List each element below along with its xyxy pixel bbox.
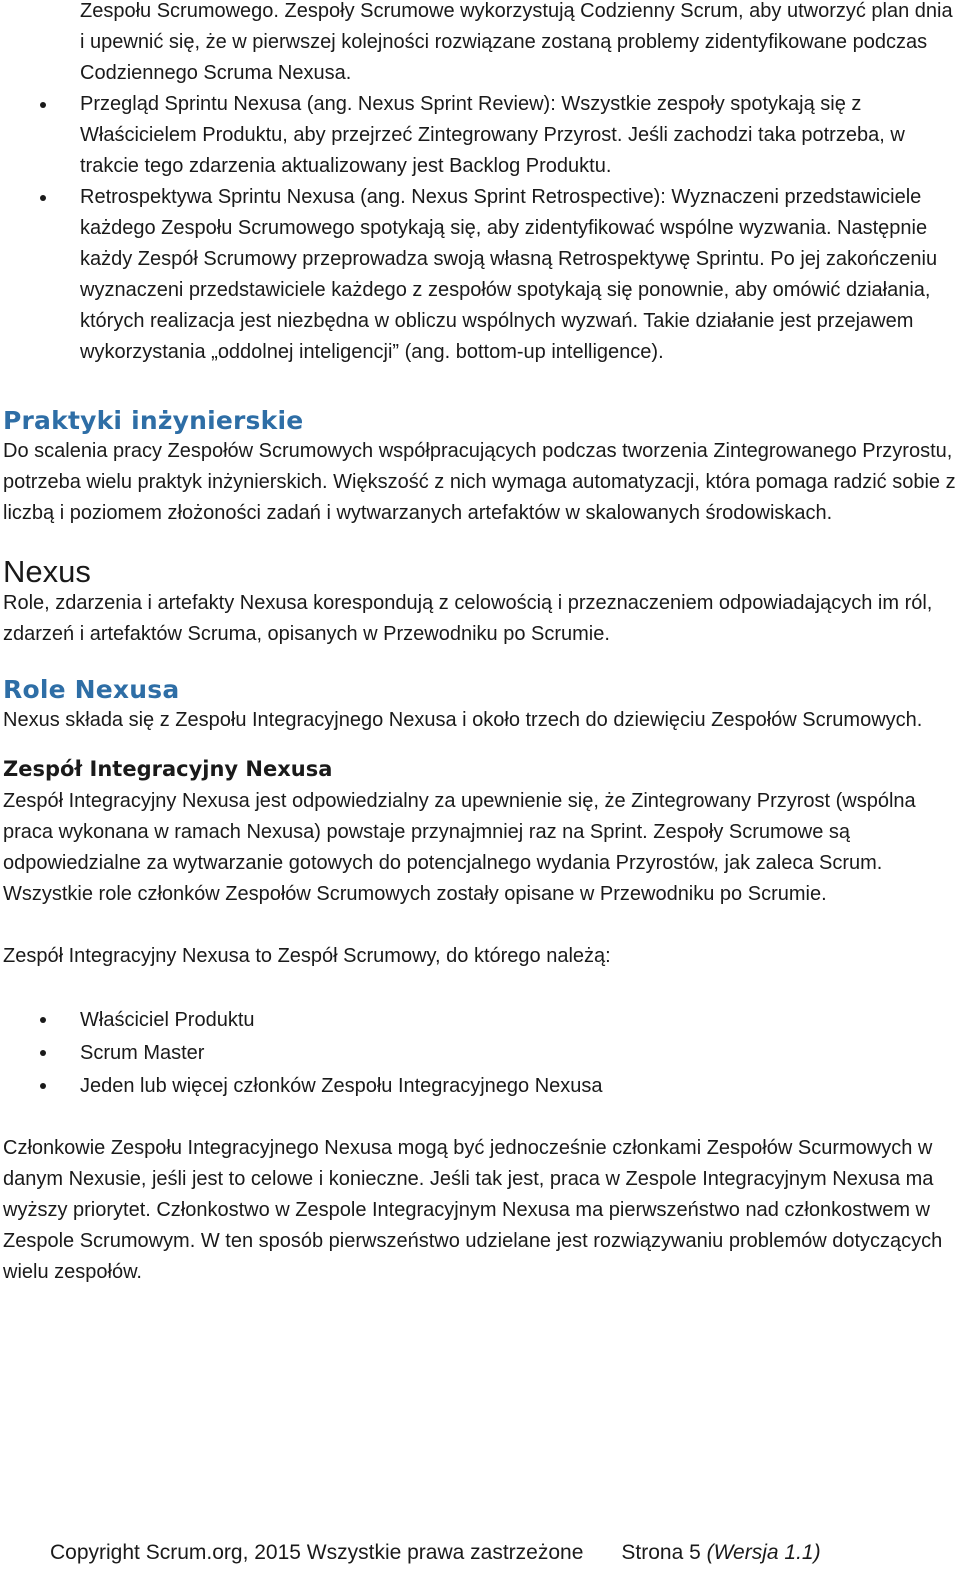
heading-nexus: Nexus — [3, 554, 91, 589]
heading-praktyki: Praktyki inżynierskie — [3, 406, 304, 435]
footer-copyright: Copyright Scrum.org, 2015 Wszystkie prawa zastrzeżone — [50, 1541, 584, 1564]
list-item: Właściciel Produktu — [3, 1004, 958, 1037]
paragraph-nexus: Role, zdarzenia i artefakty Nexusa korespondują z celowością i przeznaczeniem odpowiadających im ról, zdarzeń i artefaktów Scruma, opisanych w Przewodniku po Scrumie. — [3, 592, 933, 645]
paragraph-zespol-2: Zespół Integracyjny Nexusa to Zespół Scrumowy, do którego należą: — [3, 945, 611, 967]
heading-role: Role Nexusa — [3, 675, 180, 704]
paragraph-praktyki: Do scalenia pracy Zespołów Scrumowych współpracujących podczas tworzenia Zintegrowanego Przyrostu, potrzeba wielu praktyk inżynierskich. Większość z nich wymaga automatyzacji, która pomaga radzić sobie z liczbą i poziomem złożoności zadań i wytwarzanych artefaktów w skalowanych środowiskach. — [3, 440, 956, 524]
footer-version: (Wersja 1.1) — [706, 1541, 821, 1564]
heading-zespol: Zespół Integracyjny Nexusa — [3, 757, 333, 781]
paragraph-zespol-1: Zespół Integracyjny Nexusa jest odpowiedzialny za upewnienie się, że Zintegrowany Przyrost (wspólna praca wykonana w ramach Nexusa) powstaje przynajmniej raz na Sprint. Zespoły Scrumowe są odpowiedzialne za wytwarzanie gotowych do potencjalnego wydania Przyrostów, jak zaleca Scrum. Wszystkie role członków Zespołów Scrumowych zostały opisane w Przewodniku po Scrumie. — [3, 790, 916, 905]
list-item: Przegląd Sprintu Nexusa (ang. Nexus Sprint Review): Wszystkie zespoły spotykają się z Właścicielem Produktu, aby przejrzeć Zintegrowany Przyrost. Jeśli zachodzi taka potrzeba, w trakcie tego zdarzenia aktualizowany jest Backlog Produktu. — [3, 89, 958, 182]
list-item: Scrum Master — [3, 1037, 958, 1070]
footer-page-number: Strona 5 — [621, 1541, 701, 1564]
events-list — [3, 89, 958, 368]
document-page — [3, 0, 958, 1288]
members-list — [3, 1004, 958, 1103]
list-item: Jeden lub więcej członków Zespołu Integracyjnego Nexusa — [3, 1070, 958, 1103]
list-continuation: Zespołu Scrumowego. Zespoły Scrumowe wykorzystują Codzienny Scrum, aby utworzyć plan dnia i upewnić się, że w pierwszej kolejności rozwiązane zostaną problemy zidentyfikowane podczas Codziennego Scruma Nexusa. — [80, 0, 953, 84]
list-item: Retrospektywa Sprintu Nexusa (ang. Nexus Sprint Retrospective): Wyznaczeni przedstawiciele każdego Zespołu Scrumowego spotykają się, aby zidentyfikować wspólne wyzwania. Następnie każdy Zespół Scrumowy przeprowadza swoją własną Retrospektywę Sprintu. Po jej zakończeniu wyznaczeni przedstawiciele każdego z zespołów spotykają się ponownie, aby omówić działania, których realizacja jest niezbędna w obliczu wspólnych wyzwań. Takie działanie jest przejawem wykorzystania „oddolnej inteligencji” (ang. bottom-up intelligence). — [3, 182, 958, 368]
paragraph-zespol-3: Członkowie Zespołu Integracyjnego Nexusa mogą być jednocześnie członkami Zespołów Scurmowych w danym Nexusie, jeśli jest to celowe i konieczne. Jeśli tak jest, praca w Zespole Integracyjnym Nexusa ma wyższy priorytet. Członkostwo w Zespole Integracyjnym Nexusa ma pierwszeństwo nad członkostwem w Zespole Scrumowym. W ten sposób pierwszeństwo udzielane jest rozwiązywaniu problemów dotyczących wielu zespołów. — [3, 1137, 943, 1283]
page-footer — [50, 1538, 821, 1568]
paragraph-role: Nexus składa się z Zespołu Integracyjnego Nexusa i około trzech do dziewięciu Zespołów Scrumowych. — [3, 709, 923, 731]
